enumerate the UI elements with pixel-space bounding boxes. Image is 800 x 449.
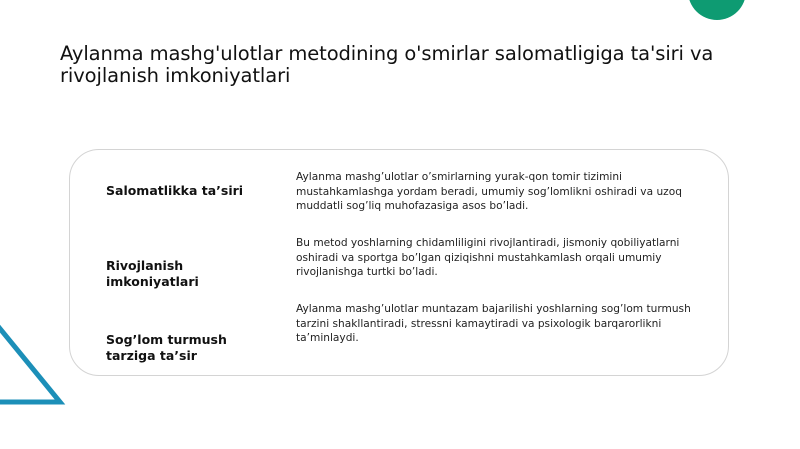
row-text-health: Aylanma mashg’ulotlar o’smirlarning yurak-qon tomir tizimini mustahkamlashga yordam beradi, umumiy sog’lomlikni oshiradi va uzoq muddatli sog’liq muhofazasiga asos bo’ladi. xyxy=(296,171,682,212)
row-label-lifestyle: Sog’lom turmush tarziga ta’sir xyxy=(106,332,227,363)
decorative-triangle xyxy=(0,288,70,408)
row-label-development: Rivojlanish imkoniyatlari xyxy=(106,258,199,289)
row-text-development: Bu metod yoshlarning chidamliligini rivojlantiradi, jismoniy qobiliyatlarni oshiradi va sportga bo’lgan qiziqishni mustahkamlash orqali umumiy rivojlanishga turtki bo’ladi. xyxy=(296,237,680,278)
row-label-health: Salomatlikka ta’siri xyxy=(106,183,244,198)
row-text-lifestyle: Aylanma mashg’ulotlar muntazam bajarilishi yoshlarning sog’lom turmush tarzini shakllantiradi, stressni kamaytiradi va psixologik barqarorlikni ta’minlaydi. xyxy=(296,303,691,344)
decorative-circle xyxy=(688,0,746,20)
slide-title: Aylanma mashg'ulotlar metodining o'smirlar salomatligiga ta'siri va rivojlanish imkoniyatlari xyxy=(60,42,714,87)
